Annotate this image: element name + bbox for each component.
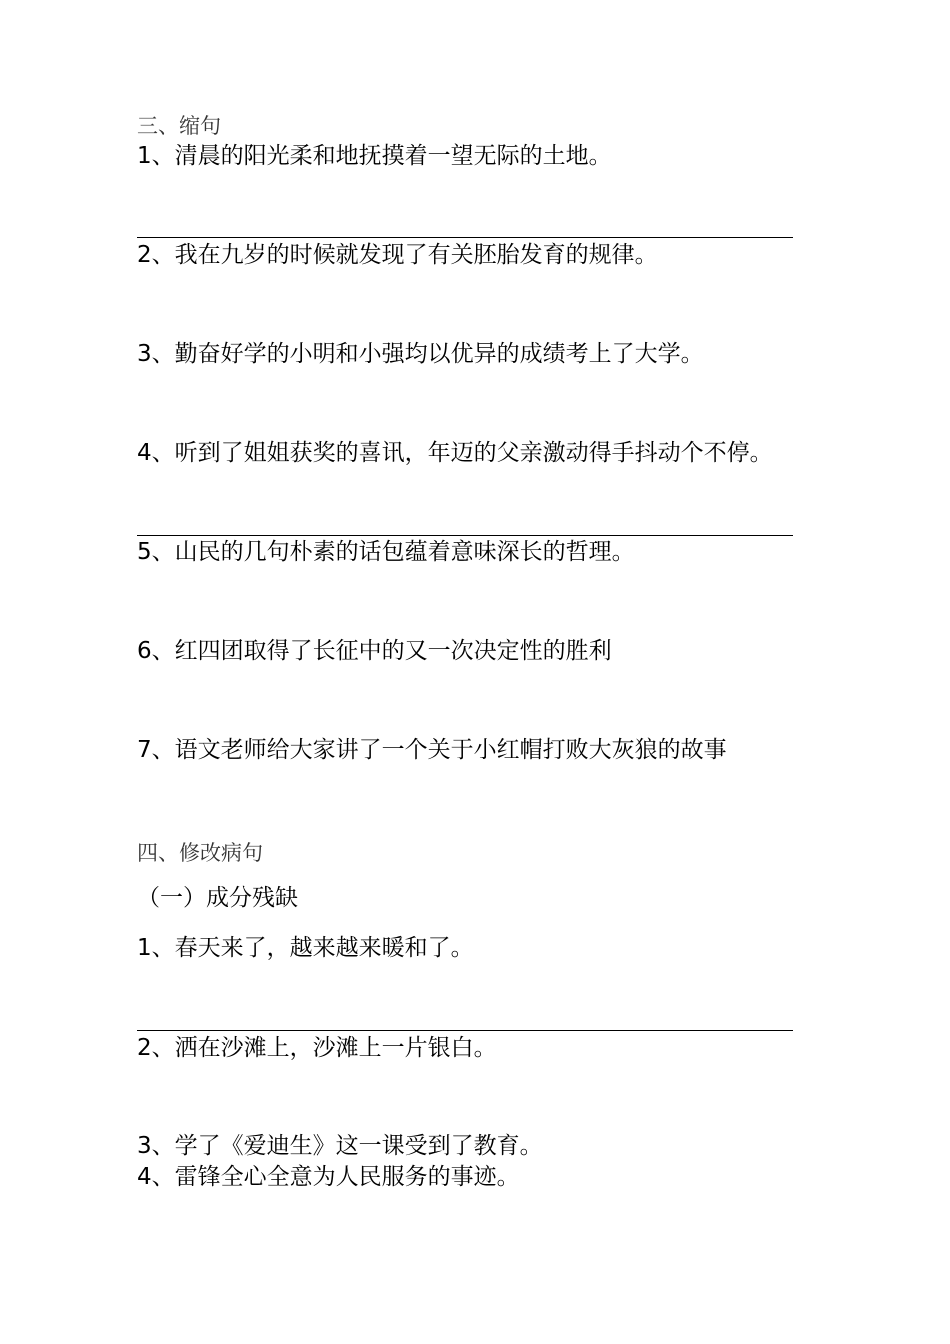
answer-line (137, 237, 793, 238)
section-3-item-4: 4、听到了姐姐获奖的喜讯，年迈的父亲激动得手抖动个不停。 (137, 440, 773, 466)
section-3-item-2: 2、我在九岁的时候就发现了有关胚胎发育的规律。 (137, 242, 658, 268)
section-4-heading: 四、修改病句 (137, 841, 263, 865)
section-3-heading: 三、缩句 (137, 114, 221, 138)
section-4-item-3: 3、学了《爱迪生》这一课受到了教育。 (137, 1133, 543, 1159)
section-3-item-6: 6、红四团取得了长征中的又一次决定性的胜利 (137, 638, 612, 664)
section-3-item-1: 1、清晨的阳光柔和地抚摸着一望无际的土地。 (137, 143, 612, 169)
section-4-subheading: （一）成分残缺 (137, 885, 298, 911)
section-4-item-2: 2、洒在沙滩上，沙滩上一片银白。 (137, 1035, 497, 1061)
section-4-item-4: 4、雷锋全心全意为人民服务的事迹。 (137, 1164, 520, 1190)
answer-line (137, 535, 793, 536)
section-3-item-7: 7、语文老师给大家讲了一个关于小红帽打败大灰狼的故事 (137, 737, 727, 763)
section-3-item-3: 3、勤奋好学的小明和小强均以优异的成绩考上了大学。 (137, 341, 704, 367)
section-4-item-1: 1、春天来了，越来越来暖和了。 (137, 935, 474, 961)
section-3-item-5: 5、山民的几句朴素的话包蕴着意味深长的哲理。 (137, 539, 635, 565)
answer-line (137, 1030, 793, 1031)
